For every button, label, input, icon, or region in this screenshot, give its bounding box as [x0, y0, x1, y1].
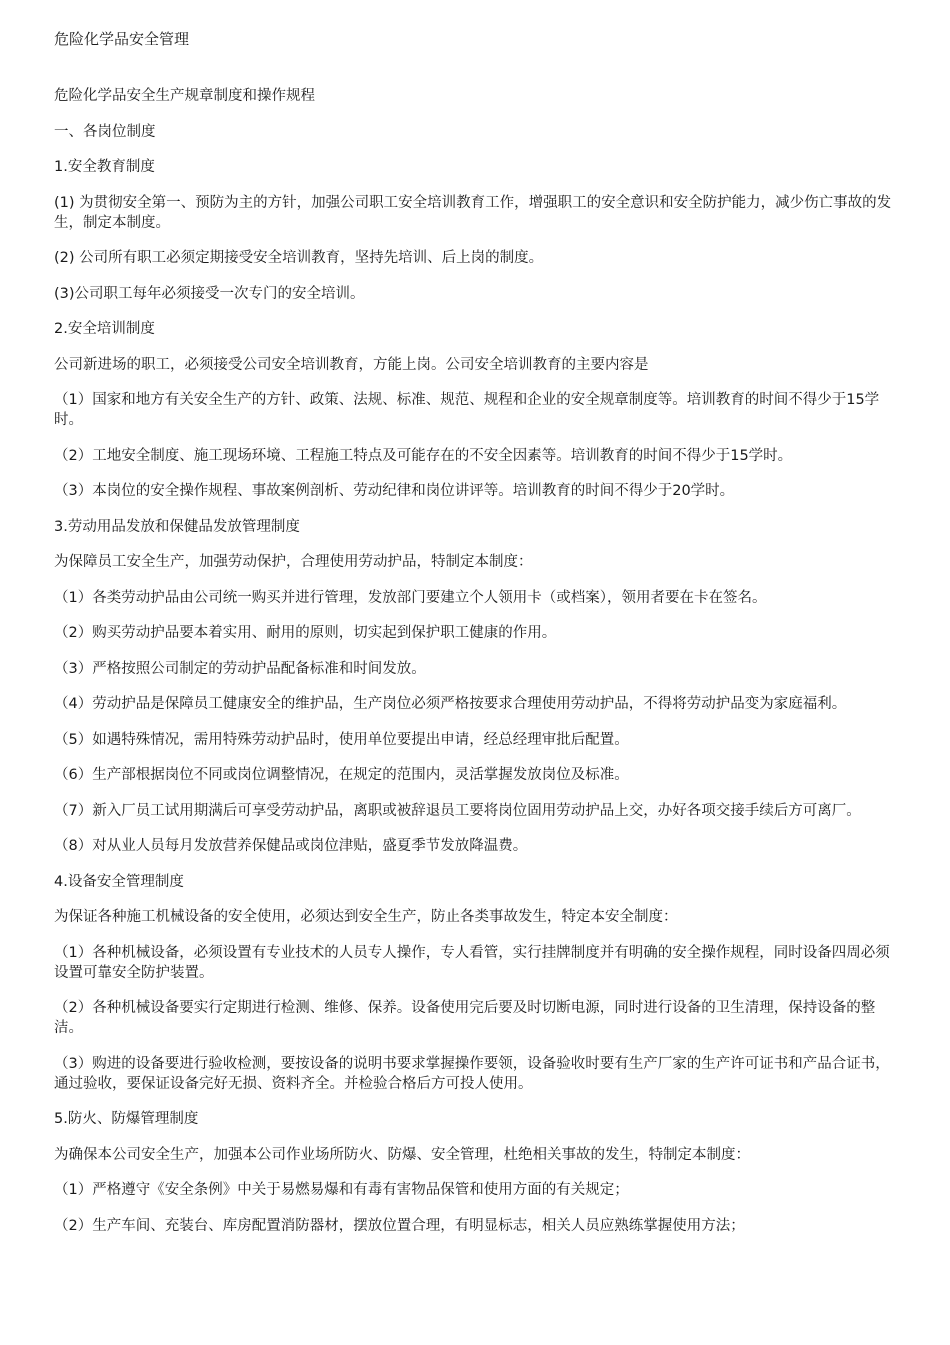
paragraph: 为确保本公司安全生产，加强本公司作业场所防火、防爆、安全管理，杜绝相关事故的发生，特制定本制度： [54, 1146, 750, 1163]
paragraph: （1）各类劳动护品由公司统一购买并进行管理，发放部门要建立个人领用卡（或档案），领用者要在卡在签名。 [54, 589, 767, 606]
paragraph: 一、各岗位制度 [54, 123, 156, 140]
paragraph: 公司新进场的职工，必须接受公司安全培训教育，方能上岗。公司安全培训教育的主要内容是 [54, 356, 649, 373]
paragraph: 为保证各种施工机械设备的安全使用，必须达到安全生产，防止各类事故发生，特定本安全制度： [54, 909, 678, 925]
paragraph: （2）各种机械设备要实行定期进行检测、维修、保养。设备使用完后要及时切断电源，同时进行设备的卫生清理，保持设备的整洁。 [54, 1000, 876, 1036]
paragraph: （1）国家和地方有关安全生产的方针、政策、法规、标准、规范、规程和企业的安全规章制度等。培训教育的时间不得少于15学时。 [54, 392, 880, 428]
paragraph: （4）劳动护品是保障员工健康安全的维护品，生产岗位必须严格按要求合理使用劳动护品，不得将劳动护品变为家庭福利。 [54, 696, 847, 712]
paragraph: （2）工地安全制度、施工现场环境、工程施工特点及可能存在的不安全因素等。培训教育的时间不得少于15学时。 [54, 447, 793, 464]
paragraph: (2) 公司所有职工必须定期接受安全培训教育，坚持先培训、后上岗的制度。 [54, 250, 544, 266]
paragraph: 1.安全教育制度 [54, 159, 155, 175]
paragraph: （2）生产车间、充装台、库房配置消防器材，摆放位置合理，有明显标志，相关人员应熟练掌握使用方法； [54, 1217, 745, 1234]
paragraph: 2.安全培训制度 [54, 321, 155, 337]
document-body [54, 86, 898, 1236]
paragraph: (1) 为贯彻安全第一、预防为主的方针，加强公司职工安全培训教育工作，增强职工的安全意识和安全防护能力，减少伤亡事故的发生，制定本制度。 [54, 194, 892, 231]
paragraph: 为保障员工安全生产，加强劳动保护，合理使用劳动护品，特制定本制度： [54, 554, 533, 570]
paragraph: 3.劳动用品发放和保健品发放管理制度 [54, 518, 300, 535]
paragraph: （6）生产部根据岗位不同或岗位调整情况，在规定的范围内，灵活掌握发放岗位及标准。 [54, 767, 629, 783]
paragraph: （3）购进的设备要进行验收检测，要按设备的说明书要求掌握操作要领，设备验收时要有生产厂家的生产许可证书和产品合证书，通过验收，要保证设备完好无损、资料齐全。并检验合格后方可投人使用。 [54, 1055, 890, 1092]
paragraph: （2）购买劳动护品要本着实用、耐用的原则，切实起到保护职工健康的作用。 [54, 625, 557, 641]
paragraph: （1）严格遵守《安全条例》中关于易燃易爆和有毒有害物品保管和使用方面的有关规定； [54, 1182, 629, 1198]
document-title: 危险化学品安全管理 [54, 30, 190, 48]
paragraph: （3）严格按照公司制定的劳动护品配备标准和时间发放。 [54, 660, 426, 677]
paragraph: 5.防火、防爆管理制度 [54, 1111, 199, 1127]
document-page [54, 28, 898, 1251]
paragraph: 危险化学品安全生产规章制度和操作规程 [54, 88, 315, 104]
paragraph: (3)公司职工每年必须接受一次专门的安全培训。 [54, 285, 365, 302]
paragraph: （1）各种机械设备，必须设置有专业技术的人员专人操作，专人看管，实行挂牌制度并有明确的安全操作规程，同时设备四周必须设置可靠安全防护装置。 [54, 944, 890, 981]
paragraph: （7）新入厂员工试用期满后可享受劳动护品，离职或被辞退员工要将岗位固用劳动护品上交，办好各项交接手续后方可离厂。 [54, 802, 861, 819]
paragraph: （3）本岗位的安全操作规程、事故案例剖析、劳动纪律和岗位讲评等。培训教育的时间不得少于20学时。 [54, 483, 735, 499]
paragraph: （5）如遇特殊情况，需用特殊劳动护品时，使用单位要提出申请，经总经理审批后配置。 [54, 731, 629, 748]
paragraph: （8）对从业人员每月发放营养保健品或岗位津贴，盛夏季节发放降温费。 [54, 838, 528, 854]
paragraph: 4.设备安全管理制度 [54, 873, 184, 890]
